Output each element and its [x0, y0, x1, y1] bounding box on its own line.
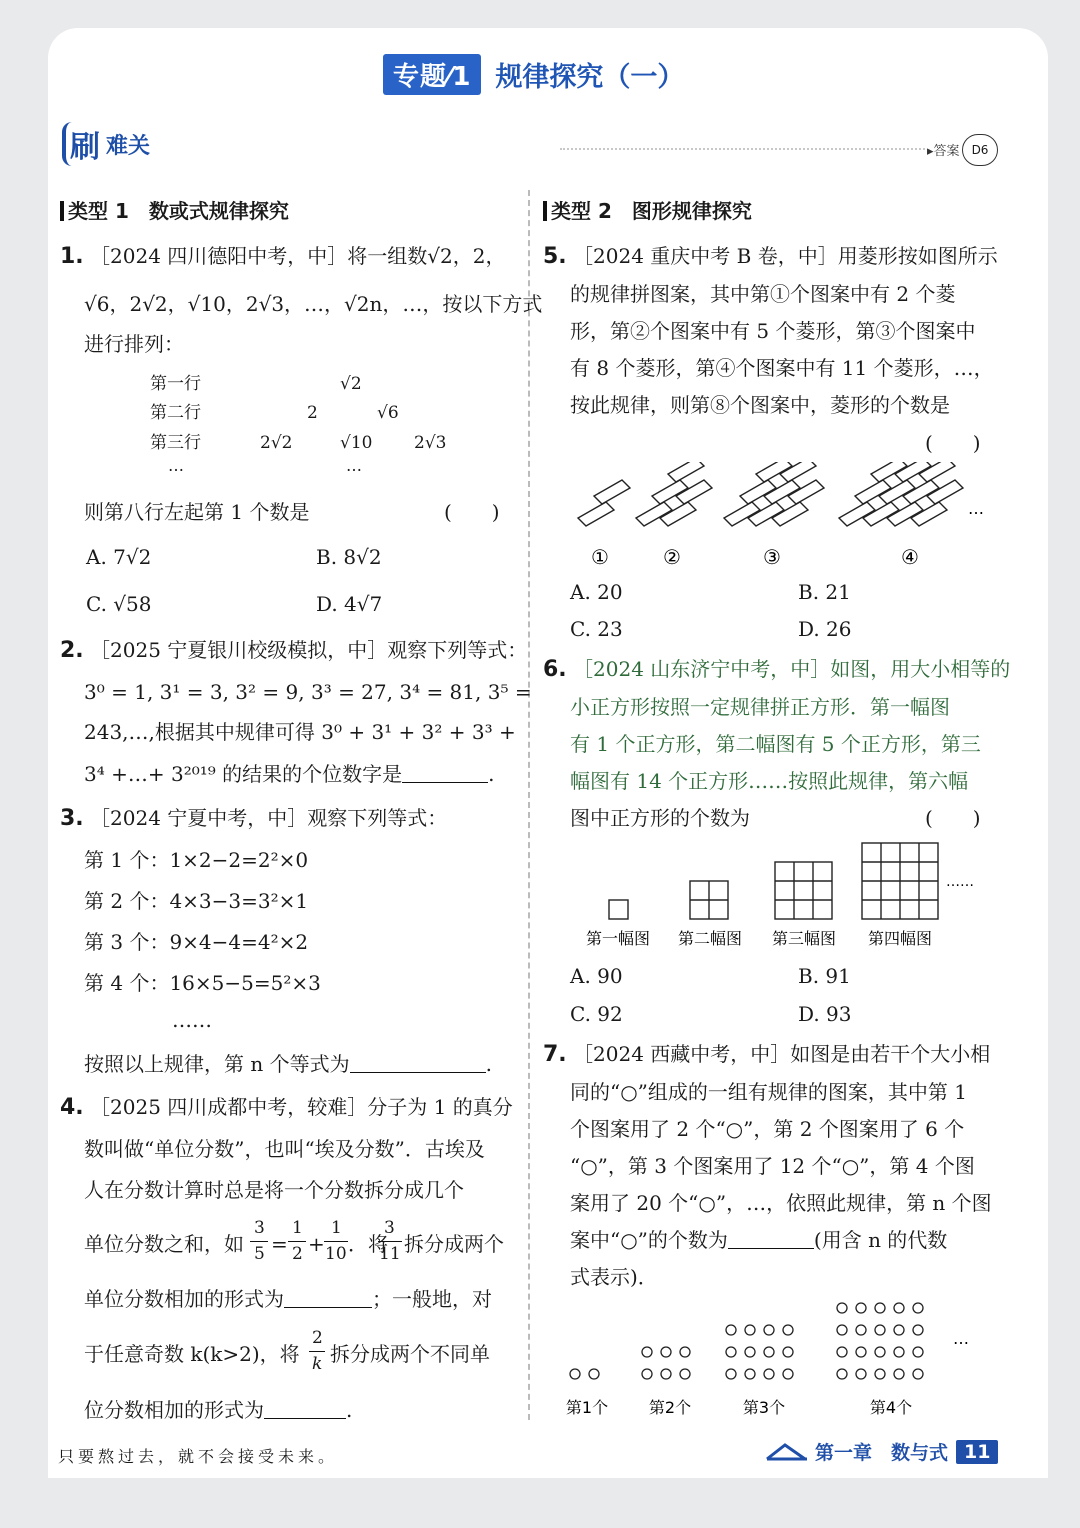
q1-row2-b: √6: [377, 403, 399, 423]
q4-line4a: 单位分数之和，如: [84, 1232, 244, 1256]
q1-row3-a: 2√2: [260, 433, 293, 453]
q5-rhombus-figure: [570, 462, 990, 572]
q3-answer-blank[interactable]: [350, 1054, 486, 1073]
q1-option-b: B. 8√2: [316, 545, 382, 569]
q1-row3-label: 第三行: [150, 433, 201, 453]
rhombus: [578, 502, 614, 526]
q4-frac3-den: 10: [325, 1244, 347, 1264]
pattern-circle: [726, 1369, 736, 1379]
q3-eq3: 第 3 个：9×4−4=4²×2: [84, 930, 309, 954]
pattern-circle: [837, 1369, 847, 1379]
q5-line5: 按此规律，则第⑧个图案中，菱形的个数是: [570, 393, 950, 417]
pattern-circle: [837, 1347, 847, 1357]
brand-sub: 难关: [106, 132, 151, 159]
pattern-circle: [894, 1369, 904, 1379]
q5-label-4: ④: [901, 545, 919, 569]
q3-question: 按照以上规律，第 n 个等式为 .: [84, 1052, 492, 1076]
q6-option-b: B. 91: [798, 964, 851, 988]
pattern-circle: [642, 1369, 652, 1379]
q6-label-2: 第二幅图: [677, 929, 743, 948]
pattern-circle: [856, 1303, 866, 1313]
pattern-circle: [764, 1347, 774, 1357]
section-heading-2: 类型 2 图形规律探究: [543, 195, 752, 224]
pattern-circle: [894, 1303, 904, 1313]
q1-row2-label: 第二行: [150, 403, 201, 423]
q6-option-d: D. 93: [798, 1002, 852, 1026]
pattern-circle: [875, 1369, 885, 1379]
pattern-circle: [837, 1303, 847, 1313]
pattern-circle: [680, 1369, 690, 1379]
q6-option-a: A. 90: [570, 964, 623, 988]
answer-label: ▸答案: [927, 144, 960, 159]
q6-fig4: [862, 843, 938, 919]
q5-option-c: C. 23: [570, 617, 623, 641]
rhombus: [871, 462, 907, 482]
q1-line1: 1. ［2024 四川德阳中考，中］将一组数√2，2，: [60, 244, 506, 269]
q1-row1-label: 第一行: [150, 374, 201, 394]
q4-frac1-num: 3: [254, 1218, 265, 1238]
q7-dots: …: [953, 1329, 969, 1348]
q2-line2: 3⁰ = 1, 3¹ = 3, 3² = 9, 3³ = 27, 3⁴ = 81, 3⁵ =: [84, 680, 532, 704]
q3-eq1: 第 1 个：1×2−2=2²×0: [84, 848, 309, 872]
pattern-circle: [642, 1347, 652, 1357]
pattern-circle: [913, 1347, 923, 1357]
footer-chapter: 第一章 数与式 11: [765, 1438, 998, 1465]
pattern-circle: [726, 1325, 736, 1335]
q1-row3-c: 2√3: [414, 433, 447, 453]
topic-tag: 专题⁄1: [383, 54, 481, 95]
q1-dots-1: …: [168, 456, 184, 475]
q6-paren: ( ): [925, 806, 981, 830]
q1-row1-a: √2: [340, 374, 362, 394]
pattern-circle: [913, 1325, 923, 1335]
q5-line2: 的规律拼图案，其中第①个图案中有 2 个菱: [570, 282, 956, 306]
q7-answer-blank[interactable]: [728, 1230, 814, 1249]
q4-frac2-bar: [288, 1241, 306, 1242]
q6-line2: 小正方形按照一定规律拼正方形．第一幅图: [570, 695, 950, 719]
q4-frac4-bar: [378, 1241, 402, 1242]
pattern-circle: [875, 1347, 885, 1357]
pattern-circle: [783, 1347, 793, 1357]
q4-frac1-den: 5: [254, 1244, 265, 1264]
topic-title: 规律探究（一）: [495, 62, 685, 93]
pattern-circle: [875, 1303, 885, 1313]
rhombus: [594, 480, 630, 504]
q6-squares-figure: [570, 838, 990, 956]
q2-line3: 243,…,根据其中规律可得 3⁰ + 3¹ + 3² + 3³ +: [84, 720, 516, 744]
pattern-circle: [570, 1369, 580, 1379]
q4-line1: 4. ［2025 四川成都中考，较难］分子为 1 的真分: [60, 1095, 513, 1120]
q6-label-1: 第一幅图: [585, 929, 651, 948]
pattern-circle: [661, 1369, 671, 1379]
q1-line2: √6，2√2，√10，2√3，…，√2n，…，按以下方式: [84, 292, 543, 316]
pattern-circle: [764, 1325, 774, 1335]
q2-answer-blank[interactable]: [402, 764, 488, 783]
pattern-circle: [856, 1369, 866, 1379]
q7-label-2: 第2个: [648, 1398, 692, 1417]
rhombus: [780, 462, 816, 482]
q3-dots: ……: [172, 1008, 212, 1032]
pattern-circle: [661, 1347, 671, 1357]
q4-frac4-den: 11: [379, 1244, 401, 1264]
q4-line7: 位分数相加的形式为 .: [84, 1398, 353, 1422]
q4-frac5-den: k: [312, 1354, 323, 1374]
answer-page-badge: D6: [962, 134, 998, 166]
q4-line6b: 拆分成两个不同单: [330, 1342, 490, 1366]
pattern-circle: [680, 1347, 690, 1357]
q1-row3-b: √10: [340, 433, 373, 453]
q6-line1: 6. ［2024 山东济宁中考，中］如图，用大小相等的: [543, 657, 1011, 682]
q4-eq: =: [271, 1232, 288, 1256]
q5-line1: 5. ［2024 重庆中考 B 卷，中］用菱形按如图所示: [543, 244, 998, 269]
q4-answer-blank-2[interactable]: [264, 1400, 346, 1419]
brand-logo: [62, 122, 150, 166]
pattern-circle: [726, 1347, 736, 1357]
q1-question: 则第八行左起第 1 个数是: [84, 500, 310, 524]
q4-line3: 人在分数计算时总是将一个分数拆分成几个: [84, 1178, 464, 1202]
pattern-circle: [856, 1325, 866, 1335]
q5-label-2: ②: [663, 545, 681, 569]
rhombus: [668, 462, 704, 482]
q4-frac4-num: 3: [384, 1218, 395, 1238]
pattern-circle: [745, 1347, 755, 1357]
q6-line5: 图中正方形的个数为: [570, 806, 750, 830]
q4-frac3-num: 1: [331, 1218, 342, 1238]
q1-option-d: D. 4√7: [316, 592, 383, 616]
q6-label-3: 第三幅图: [771, 929, 837, 948]
q6-fig2: [690, 881, 728, 919]
rhombus: [895, 462, 931, 482]
q7-line7: 式表示)．: [570, 1265, 658, 1289]
q6-fig3: [775, 862, 832, 919]
q1-option-a: A. 7√2: [86, 545, 152, 569]
pattern-circle: [913, 1303, 923, 1313]
q5-label-3: ③: [763, 545, 781, 569]
q3-line1: 3. ［2024 宁夏中考，中］观察下列等式：: [60, 806, 448, 831]
q5-line4: 有 8 个菱形，第④个图案中有 11 个菱形，…，: [570, 356, 994, 380]
rhombus: [756, 462, 792, 482]
q6-fig1: [609, 900, 628, 919]
q3-eq4: 第 4 个：16×5−5=5²×3: [84, 971, 321, 995]
q1-option-c: C. √58: [86, 592, 152, 616]
q7-line2: 同的“○”组成的一组有规律的图案，其中第 1: [570, 1080, 967, 1104]
q7-line6: 案中“○”的个数为 (用含 n 的代数: [570, 1228, 948, 1252]
q4-line5: 单位分数相加的形式为 ；一般地，对: [84, 1287, 492, 1311]
q7-label-4: 第4个: [869, 1398, 913, 1417]
q6-dots: ……: [946, 874, 974, 890]
pattern-circle: [837, 1325, 847, 1335]
pattern-circle: [894, 1325, 904, 1335]
q4-frac5-bar: [309, 1351, 325, 1352]
q4-plus: +: [308, 1232, 325, 1256]
q4-line6a: 于任意奇数 k(k>2)，将: [84, 1342, 300, 1366]
pattern-circle: [764, 1369, 774, 1379]
q6-line3: 有 1 个正方形，第二幅图有 5 个正方形，第三: [570, 732, 981, 756]
q5-option-b: B. 21: [798, 580, 851, 604]
section-heading-1: 类型 1 数或式规律探究: [60, 195, 289, 224]
page-number: 11: [956, 1440, 998, 1464]
pattern-circle: [745, 1325, 755, 1335]
q1-row2-a: 2: [307, 403, 318, 423]
q4-frac3-bar: [324, 1241, 348, 1242]
pattern-circle: [783, 1369, 793, 1379]
q4-frac5-num: 2: [312, 1328, 323, 1348]
q4-frac1-bar: [250, 1241, 268, 1242]
column-divider: [528, 190, 530, 1420]
q5-line3: 形，第②个图案中有 5 个菱形，第③个图案中: [570, 319, 976, 343]
q7-line4: “○”，第 3 个图案用了 12 个“○”，第 4 个图: [570, 1154, 975, 1178]
q6-line4: 幅图有 14 个正方形……按照此规律，第六幅: [570, 769, 969, 793]
q4-frac2-den: 2: [292, 1244, 303, 1264]
q7-line1: 7. ［2024 西藏中考，中］如图是由若干个大小相: [543, 1042, 991, 1067]
pattern-circle: [875, 1325, 885, 1335]
q6-option-c: C. 92: [570, 1002, 623, 1026]
rhombus: [919, 462, 955, 482]
q4-line2: 数叫做“单位分数”，也叫“埃及分数”．古埃及: [84, 1137, 485, 1161]
footer-motto: 只要熬过去，就不会接受未来。: [58, 1447, 339, 1466]
header-rule: [560, 148, 925, 150]
q4-answer-blank-1[interactable]: [284, 1289, 372, 1308]
pattern-circle: [783, 1325, 793, 1335]
q7-line5: 案用了 20 个“○”，…，依照此规律，第 n 个图: [570, 1191, 992, 1215]
pattern-circle: [856, 1347, 866, 1357]
q2-line4: 3⁴ +…+ 3²⁰¹⁹ 的结果的个位数字是 .: [84, 762, 495, 786]
q7-circles-figure: [560, 1296, 990, 1424]
q7-label-3: 第3个: [742, 1398, 786, 1417]
pattern-circle: [913, 1369, 923, 1379]
q4-line4c: 拆分成两个: [404, 1232, 504, 1256]
q4-frac2-num: 1: [292, 1218, 303, 1238]
q5-option-d: D. 26: [798, 617, 852, 641]
q6-label-4: 第四幅图: [867, 929, 933, 948]
chapter-arrow-icon: [765, 1443, 807, 1461]
q7-label-1: 第1个: [565, 1398, 609, 1417]
q5-option-a: A. 20: [570, 580, 623, 604]
q2-line1: 2. ［2025 宁夏银川校级模拟，中］观察下列等式：: [60, 638, 528, 663]
q5-paren: ( ): [925, 431, 981, 455]
q4-line4b: ．将: [348, 1232, 388, 1256]
page-title: [383, 54, 684, 95]
q5-dots: …: [968, 499, 984, 518]
brand-main: 刷: [62, 122, 100, 166]
q1-line3: 进行排列：: [84, 332, 184, 356]
pattern-circle: [745, 1369, 755, 1379]
pattern-circle: [894, 1347, 904, 1357]
q1-paren: ( ): [444, 500, 500, 524]
q1-dots-2: …: [346, 456, 362, 475]
q7-line3: 个图案用了 2 个“○”，第 2 个图案用了 6 个: [570, 1117, 965, 1141]
q5-label-1: ①: [591, 545, 609, 569]
q3-eq2: 第 2 个：4×3−3=3²×1: [84, 889, 309, 913]
pattern-circle: [589, 1369, 599, 1379]
